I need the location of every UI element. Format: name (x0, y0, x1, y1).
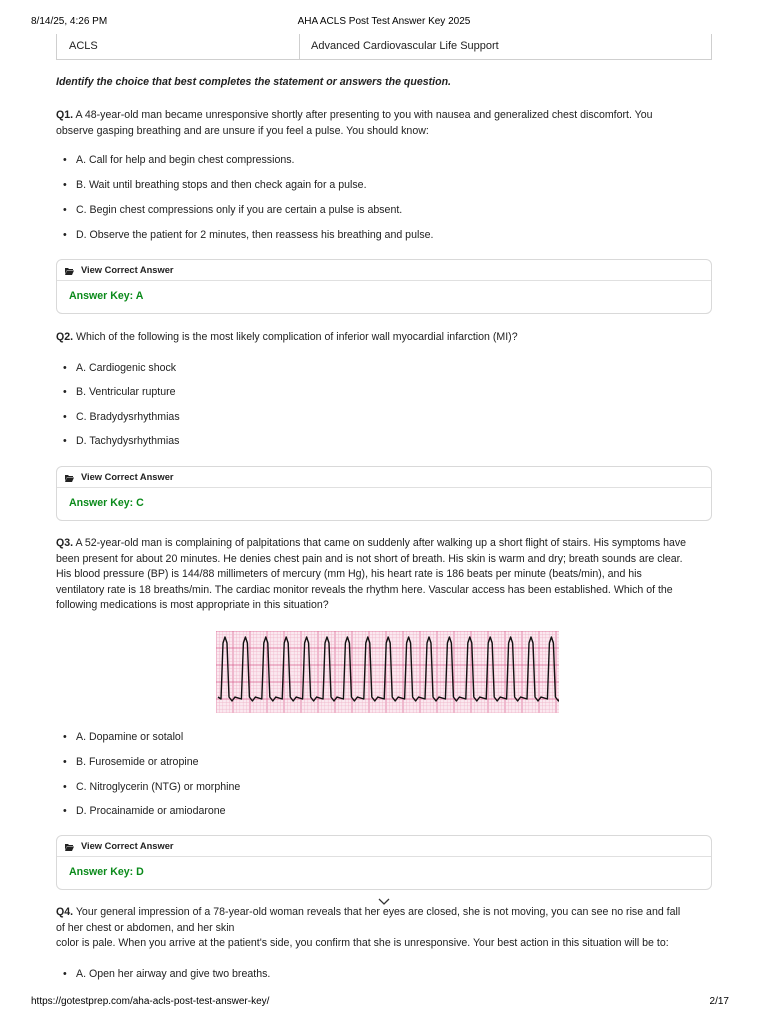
print-header (31, 16, 737, 30)
abbreviation-meaning: Advanced Cardiovascular Life Support (311, 40, 499, 52)
folder-open-icon (65, 843, 74, 850)
question-number: Q3. (56, 537, 74, 549)
page-number: 2/17 (709, 996, 729, 1007)
question-3 (56, 536, 712, 614)
option-item: • A. Call for help and begin chest compressions. (76, 154, 294, 166)
view-answer-label: View Correct Answer (81, 265, 174, 275)
abbreviation-term: ACLS (57, 34, 300, 59)
question-text: A 48-year-old man became unresponsive shortly after presenting to you with nausea and generalized chest discomfort. You (75, 109, 653, 121)
question-text: observe gasping breathing and are unsure if you feel a pulse. You should know: (56, 124, 429, 137)
option-item: • D. Tachydysrhythmias (76, 435, 179, 447)
print-timestamp: 8/14/25, 4:26 PM (31, 16, 108, 27)
folder-open-icon (65, 267, 74, 274)
option-item: • A. Dopamine or sotalol (76, 731, 183, 743)
question-text: ventilatory rate is 18 breaths/min. The cardiac monitor reveals the rhythm here. Vascular access has been established. Which of the (56, 583, 673, 596)
view-answer-toggle[interactable] (57, 836, 711, 857)
option-item: • A. Cardiogenic shock (76, 362, 176, 374)
option-item: • B. Ventricular rupture (76, 386, 176, 398)
answer-key-text: Answer Key: C (69, 497, 144, 509)
option-item: • A. Open her airway and give two breaths. (76, 968, 270, 980)
option-item: • D. Observe the patient for 2 minutes, then reassess his breathing and pulse. (76, 229, 433, 241)
option-item: • D. Procainamide or amiodarone (76, 805, 226, 817)
question-text: following medications is most appropriate in this situation? (56, 599, 329, 611)
instruction-text: Identify the choice that best completes the statement or answers the question. (56, 76, 451, 88)
answer-box-3 (56, 835, 712, 890)
question-text: color is pale. When you arrive at the patient's side, you confirm that she is unresponsive. Your best action in this situation will be to: (56, 937, 669, 949)
question-text: A 52-year-old man is complaining of palpitations that came on suddenly after walking up a short flight of stairs. His symptoms have (75, 537, 687, 549)
view-answer-label: View Correct Answer (81, 472, 174, 482)
question-text: Your general impression of a 78-year-old woman reveals that her eyes are closed, she is not moving, you can see no rise and fall (75, 906, 681, 918)
question-text: His blood pressure (BP) is 144/88 millimeters of mercury (mm Hg), his heart rate is 186 beats per minute (beats/min), and his (56, 568, 642, 580)
question-number: Q1. (56, 109, 74, 121)
question-text: been present for about 20 minutes. He denies chest pain and is not short of breath. His skin is warm and dry; breath sounds are clear. (56, 552, 683, 565)
option-item: • C. Bradydysrhythmias (76, 411, 180, 423)
view-answer-toggle[interactable] (57, 260, 711, 281)
folder-open-icon (65, 474, 74, 481)
option-item: • C. Nitroglycerin (NTG) or morphine (76, 781, 240, 793)
answer-key-text: Answer Key: D (69, 866, 144, 878)
abbreviation-table (56, 34, 712, 60)
option-item: • C. Begin chest compressions only if you are certain a pulse is absent. (76, 204, 402, 216)
print-title: AHA ACLS Post Test Answer Key 2025 (297, 16, 471, 27)
ecg-rhythm-strip (216, 631, 559, 713)
question-2 (56, 330, 712, 346)
question-text: Which of the following is the most likely complication of inferior wall myocardial infarction (MI)? (76, 331, 518, 343)
option-item: • B. Furosemide or atropine (76, 756, 198, 768)
question-number: Q4. (56, 906, 74, 918)
option-item: • B. Wait until breathing stops and then check again for a pulse. (76, 179, 367, 191)
question-1 (56, 108, 712, 139)
question-4 (56, 905, 712, 952)
answer-key-text: Answer Key: A (69, 290, 144, 302)
answer-box-2 (56, 466, 712, 521)
question-text: of her chest or abdomen, and her skin (56, 921, 235, 934)
answer-box-1 (56, 259, 712, 314)
view-answer-toggle[interactable] (57, 467, 711, 488)
page-url: https://gotestprep.com/aha-acls-post-test-answer-key/ (31, 996, 270, 1007)
question-number: Q2. (56, 331, 74, 343)
view-answer-label: View Correct Answer (81, 841, 174, 851)
